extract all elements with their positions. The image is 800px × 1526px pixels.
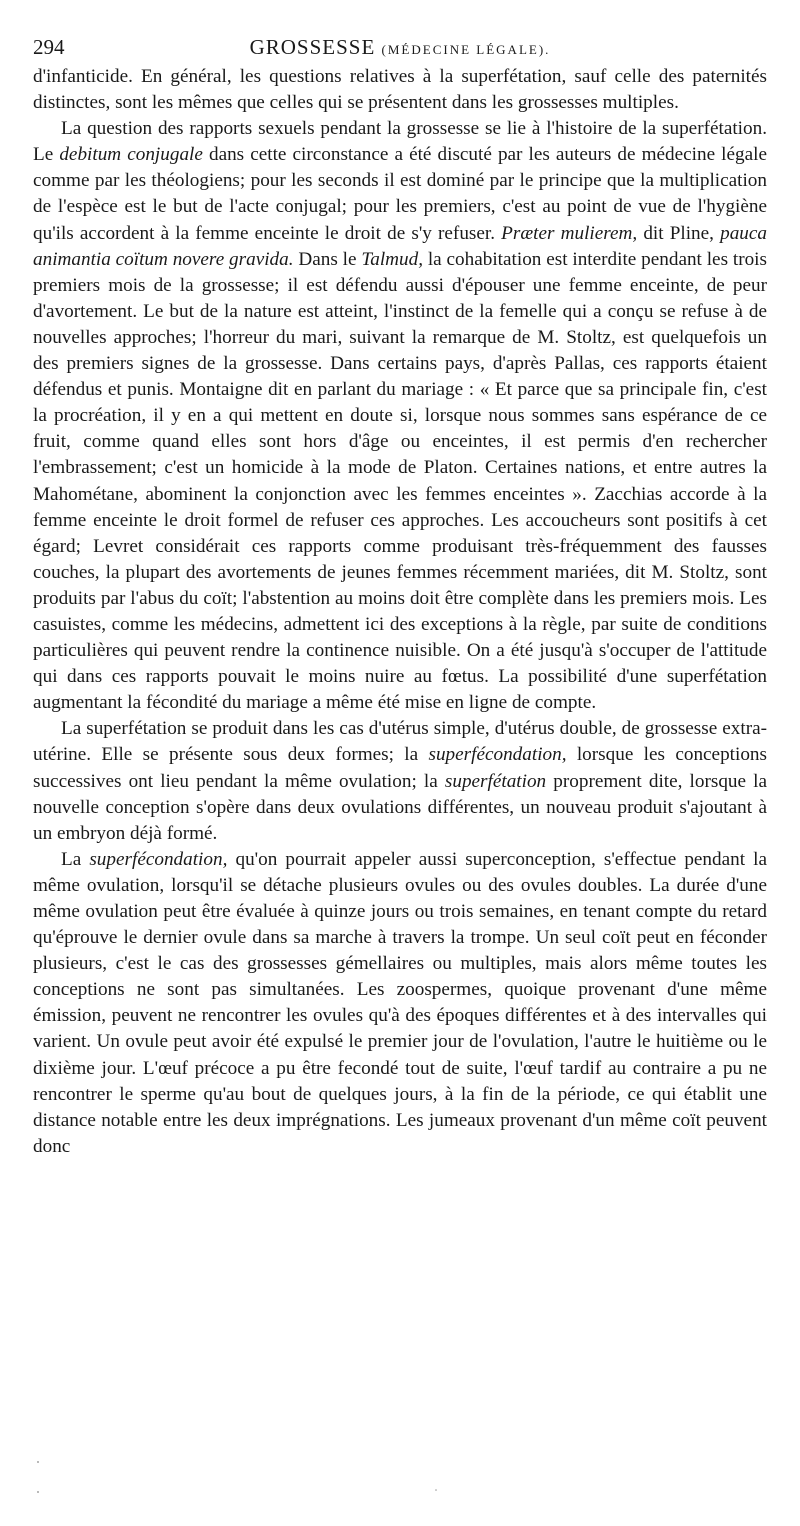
italic-run: superfécondation, [428,744,567,766]
text-run: La [61,848,90,870]
text-run: Dans le [293,248,362,270]
body-text [33,64,767,1160]
scan-speck [37,1491,39,1493]
running-title [33,32,767,65]
italic-run: superfétation [444,770,547,792]
text-run: La question des rapports sexuels pendant la grossesse se lie à l'histoire de la superfétation. Le [33,118,767,166]
text-run: qu'on pourrait appeler aussi superconception, s'effectue pendant la même ovulation, lorsqu'il se détache plusieurs ovules ou des ovules doubles. La durée d'une même ovulation peut être évaluée à quinze jours ou trois semaines, en tenant compte du retard qu'éprouve le dernier ovule dans sa marche à travers la trompe. Un seul coït peut en féconder plusieurs, c'est le cas des grossesses gémellaires ou multiples, mais alors même toutes les conceptions ne sont pas simultanées. Les zoospermes, quoique provenant d'une même émission, peuvent ne rencontrer les ovules qu'à des époques différentes et à des intervalles qui varient. Un ovule peut avoir été expulsé le premier jour de l'ovulation, l'autre le huitième ou le dixième jour. L'œuf précoce a pu être fecondé tout de suite, l'œuf tardif au contraire a pu ne rencontrer le sperme qu'au bout de quelques jours, à la fin de la période, ce qui établit une distance notable entre les deux imprégnations. Les jumeaux provenant d'un même coït peuvent donc [33,848,767,1157]
running-head [33,32,767,62]
paragraph-1 [33,64,767,116]
text-run: d'infanticide. En général, les questions relatives à la superfétation, sauf celle des paternités distinctes, sont les mêmes que celles qui se présentent dans les grossesses multiples. [33,66,767,114]
running-title-main: GROSSESSE [249,35,376,59]
text-run: lorsque les conceptions successives ont lieu pendant la même ovulation; la [33,744,767,792]
italic-run: debitum conjugale [59,144,203,166]
scan-speck [435,1489,437,1491]
text-run: La superfétation se produit dans les cas d'utérus simple, d'utérus double, de grossesse extra-utérine. Elle se présente sous deux formes; la [33,718,767,766]
scan-specks [0,1440,800,1520]
italic-run: pauca animantia coïtum novere gravida. [33,222,767,270]
italic-run: Præter mulierem, [501,222,638,244]
text-run: dit Pline, [637,222,721,244]
paragraph-4 [33,847,767,1160]
paragraph-2 [33,116,767,716]
scan-speck [37,1461,39,1463]
italic-run: Talmud, [361,248,424,270]
text-run: la cohabitation est interdite pendant les trois premiers mois de la grossesse; il est défendu aussi d'épouser une femme enceinte, de peur d'avortement. Le but de la nature est atteint, l'instinct de la femelle qui a conçu se refuse à de nouvelles approches; l'horreur du mari, suivant la remarque de M. Stoltz, est quelquefois un des premiers signes de la grossesse. Dans certains pays, d'après Pallas, ces rapports étaient défendus et punis. Montaigne dit en parlant du mariage : « Et parce que sa principale fin, c'est la procréation, il y en a qui mettent en doute si, lorsque nous sommes sans espérance de ce fruit, comme quand elles sont hors d'âge ou enceintes, il est permis d'en rechercher l'embrassement; c'est un homicide à la mode de Platon. Certaines nations, et entre autres la Mahométane, abominent la conjonction avec les femmes enceintes ». Zacchias accorde à la femme enceinte le droit formel de refuser ces approches. Les accoucheurs sont positifs à cet égard; Levret considérait ces rapports comme produisant très-fréquemment des fausses couches, la plupart des avortements de jeunes femmes récemment mariées, dit M. Stoltz, sont produits par l'abus du coït; l'abstention au moins doit être complète dans les premiers mois. Les casuistes, comme les médecins, admettent ici des exceptions à la règle, par suite de conditions particulières qui peuvent rendre la continence nuisible. On a été jusqu'à s'occuper de l'attitude qui dans ces rapports pouvait le moins nuire au fœtus. La possibilité d'une superfétation augmentant la fécondité du mariage a même été mise en ligne de compte. [33,248,767,714]
paragraph-3 [33,716,767,846]
text-run: proprement dite, lorsque la nouvelle conception s'opère dans deux ovulations différentes, un nouveau produit s'ajoutant à un embryon déjà formé. [33,770,768,844]
page-number: 294 [33,35,65,59]
text-run: dans cette circonstance a été discuté par les auteurs de médecine légale comme par les théologiens; pour les seconds il est dominé par le principe que la multiplication de l'espèce est le but de l'acte conjugal; pour les premiers, c'est au point de vue de l'hygiène qu'ils accordent à la femme enceinte le droit de s'y refuser. [33,144,767,244]
italic-run: superfécondation, [89,848,228,870]
running-title-subtitle: (MÉDECINE LÉGALE). [381,42,551,57]
